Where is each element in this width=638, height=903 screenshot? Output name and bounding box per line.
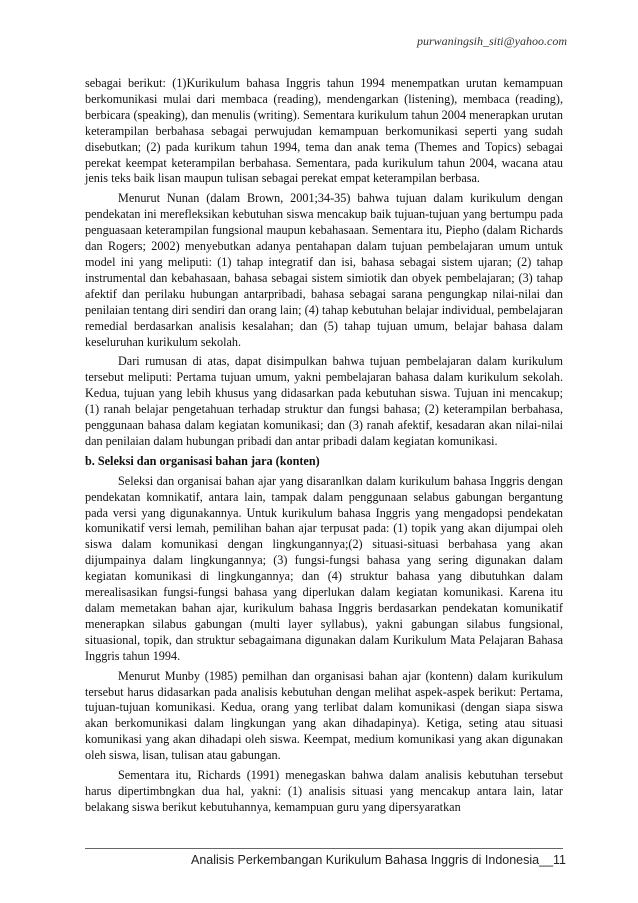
paragraph-1: sebagai berikut: (1)Kurikulum bahasa Inggris tahun 1994 menempatkan urutan kemampuan berkomunikasi mulai dari membaca (reading), mendengarkan (listening), membaca (reading), berbicara (speaking), dan menulis (writing). Sementara kurikulum tahun 2004 menerapkan urutan keterampilan berbahasa sebagai perwujudan kemampuan berkomunikasi seperti yang sudah disebutkan; (2) pada kurikum tahun 1994, tema dan anak tema (Themes and Topics) sebagai perekat keempat keterampilan berbahasa. Sementara, pada kurikulum tahun 2004, wacana atau jenis teks baik lisan maupun tulisan sebagai perekat empat keterampilan berbasa. <box>85 76 563 186</box>
paragraph-3: Dari rumusan di atas, dapat disimpulkan bahwa tujuan pembelajaran dalam kurikulum tersebut meliputi: Pertama tujuan umum, yakni pembelajaran bahasa dalam kurikulum sekolah. Kedua, tujuan yang lebih khusus yang didasarkan pada kebutuhan siswa. Tujuan ini mencakup; (1) ranah belajar pengetahuan terhadap struktur dan fungsi bahasa; (2) keterampilan berbahasa, penggunaan bahasa dalam kegiatan komunikasi; dan (3) ranah afektif, kesadaran akan nilai-nilai dan penilaian dalam hubungan pribadi dan antar pribadi dalam kegiatan komunikasi. <box>85 354 563 448</box>
paragraph-6: Sementara itu, Richards (1991) menegaskan bahwa dalam analisis kebutuhan tersebut harus dipertimbngkan dua hal, yakni: (1) analisis situasi yang mencakup antara lain, latar belakang siswa berikut kebutuhannya, kemampuan guru yang dipersyaratkan <box>85 768 563 814</box>
paragraph-2: Menurut Nunan (dalam Brown, 2001;34-35) bahwa tujuan dalam kurikulum dengan pendekatan ini merefleksikan kebutuhan siswa mencakup baik tujuan-tujuan yang bertumpu pada penguasaan keterampilan fungsional maupun kebahasaan. Sementara itu, Piepho (dalam Richards dan Rogers; 2002) menyebutkan adanya pentahapan dalam tujuan pembelajaran umum untuk model ini yang meliputi: (1) tahap integratif dan isi, bahasa sebagai sistem ujaran; (2) tahap instrumental dan kebahasaan, bahasa sebagai sistem simiotik dan obyek pembelajaran; (3) tahap afektif dan perilaku hubungan antarpribadi, bahasa sebagai sarana pengungkap nilai-nilai dan penilaian tentang diri sendiri dan orang lain; (4) tahap kebutuhan belajar individual, pembelajaran remedial berdasarkan analisis kesalahan; dan (5) tahap tujuan umum, belajar bahasa dalam keseluruhan kurikulum sekolah. <box>85 191 563 349</box>
paragraph-5: Menurut Munby (1985) pemilhan dan organisasi bahan ajar (kontenn) dalam kurikulum tersebut harus didasarkan pada analisis kebutuhan dengan melihat aspek-aspek berikut: Pertama, tujuan-tujuan komunikasi. Kedua, orang yang terlibat dalam komunikasi (dengan siapa siswa akan berkomunikasi dalam lingkungan yang akan dihadapinya). Ketiga, seting atau situasi komunikasi yang akan dihadapi oleh siswa. Keempat, medium komunikasi yang akan digunakan oleh siswa, lisan, tulisan atau gabungan. <box>85 668 563 763</box>
footer-text: Analisis Perkembangan Kurikulum Bahasa Inggris di Indonesia__11 <box>191 853 566 867</box>
section-heading: b. Seleksi dan organisasi bahan jara (konten) <box>85 453 320 468</box>
paragraph-4: Seleksi dan organisai bahan ajar yang disaranlkan dalam kurikulum bahasa Inggris dengan pendekatan komnikatif, antara lain, tampak dalam penggunaan selabus gabungan bergantung pada versi yang digunakannya. Untuk kurikulum bahasa Inggris yang mengadopsi pendekatan komunikatif versi lemah, pemilihan bahan ajar terpusat pada: (1) topik yang akan dijumpai oleh siswa dalam komunikasi dengan lingkungannya;(2) situasi-situasi berbahasa yang akan dijumpainya dalam lingkungannya; (3) fungsi-fungsi bahasa yang sering digunakan dalam kegiatan komunikasi di lingkungannya; dan (4) struktur bahasa yang dibutuhkan dalam merealisasikan fungsi-fungsi bahasa yang diperlukan dalam kegiatan komunikasi. Karena itu dalam memetakan bahan ajar, kurikulum bahasa Inggris berdasarkan pendekatan komunikatif menerapkan silabus gabungan (multi layer syllabus), yakni gabungan silabus fungsional, situasional, topik, dan struktur sebagaimana digunakan dalam Kurikulum Mata Pelajaran Bahasa Inggris tahun 1994. <box>85 473 563 663</box>
header-email: purwaningsih_siti@yahoo.com <box>416 34 567 48</box>
footer-rule <box>85 848 563 849</box>
body-text <box>85 76 563 820</box>
